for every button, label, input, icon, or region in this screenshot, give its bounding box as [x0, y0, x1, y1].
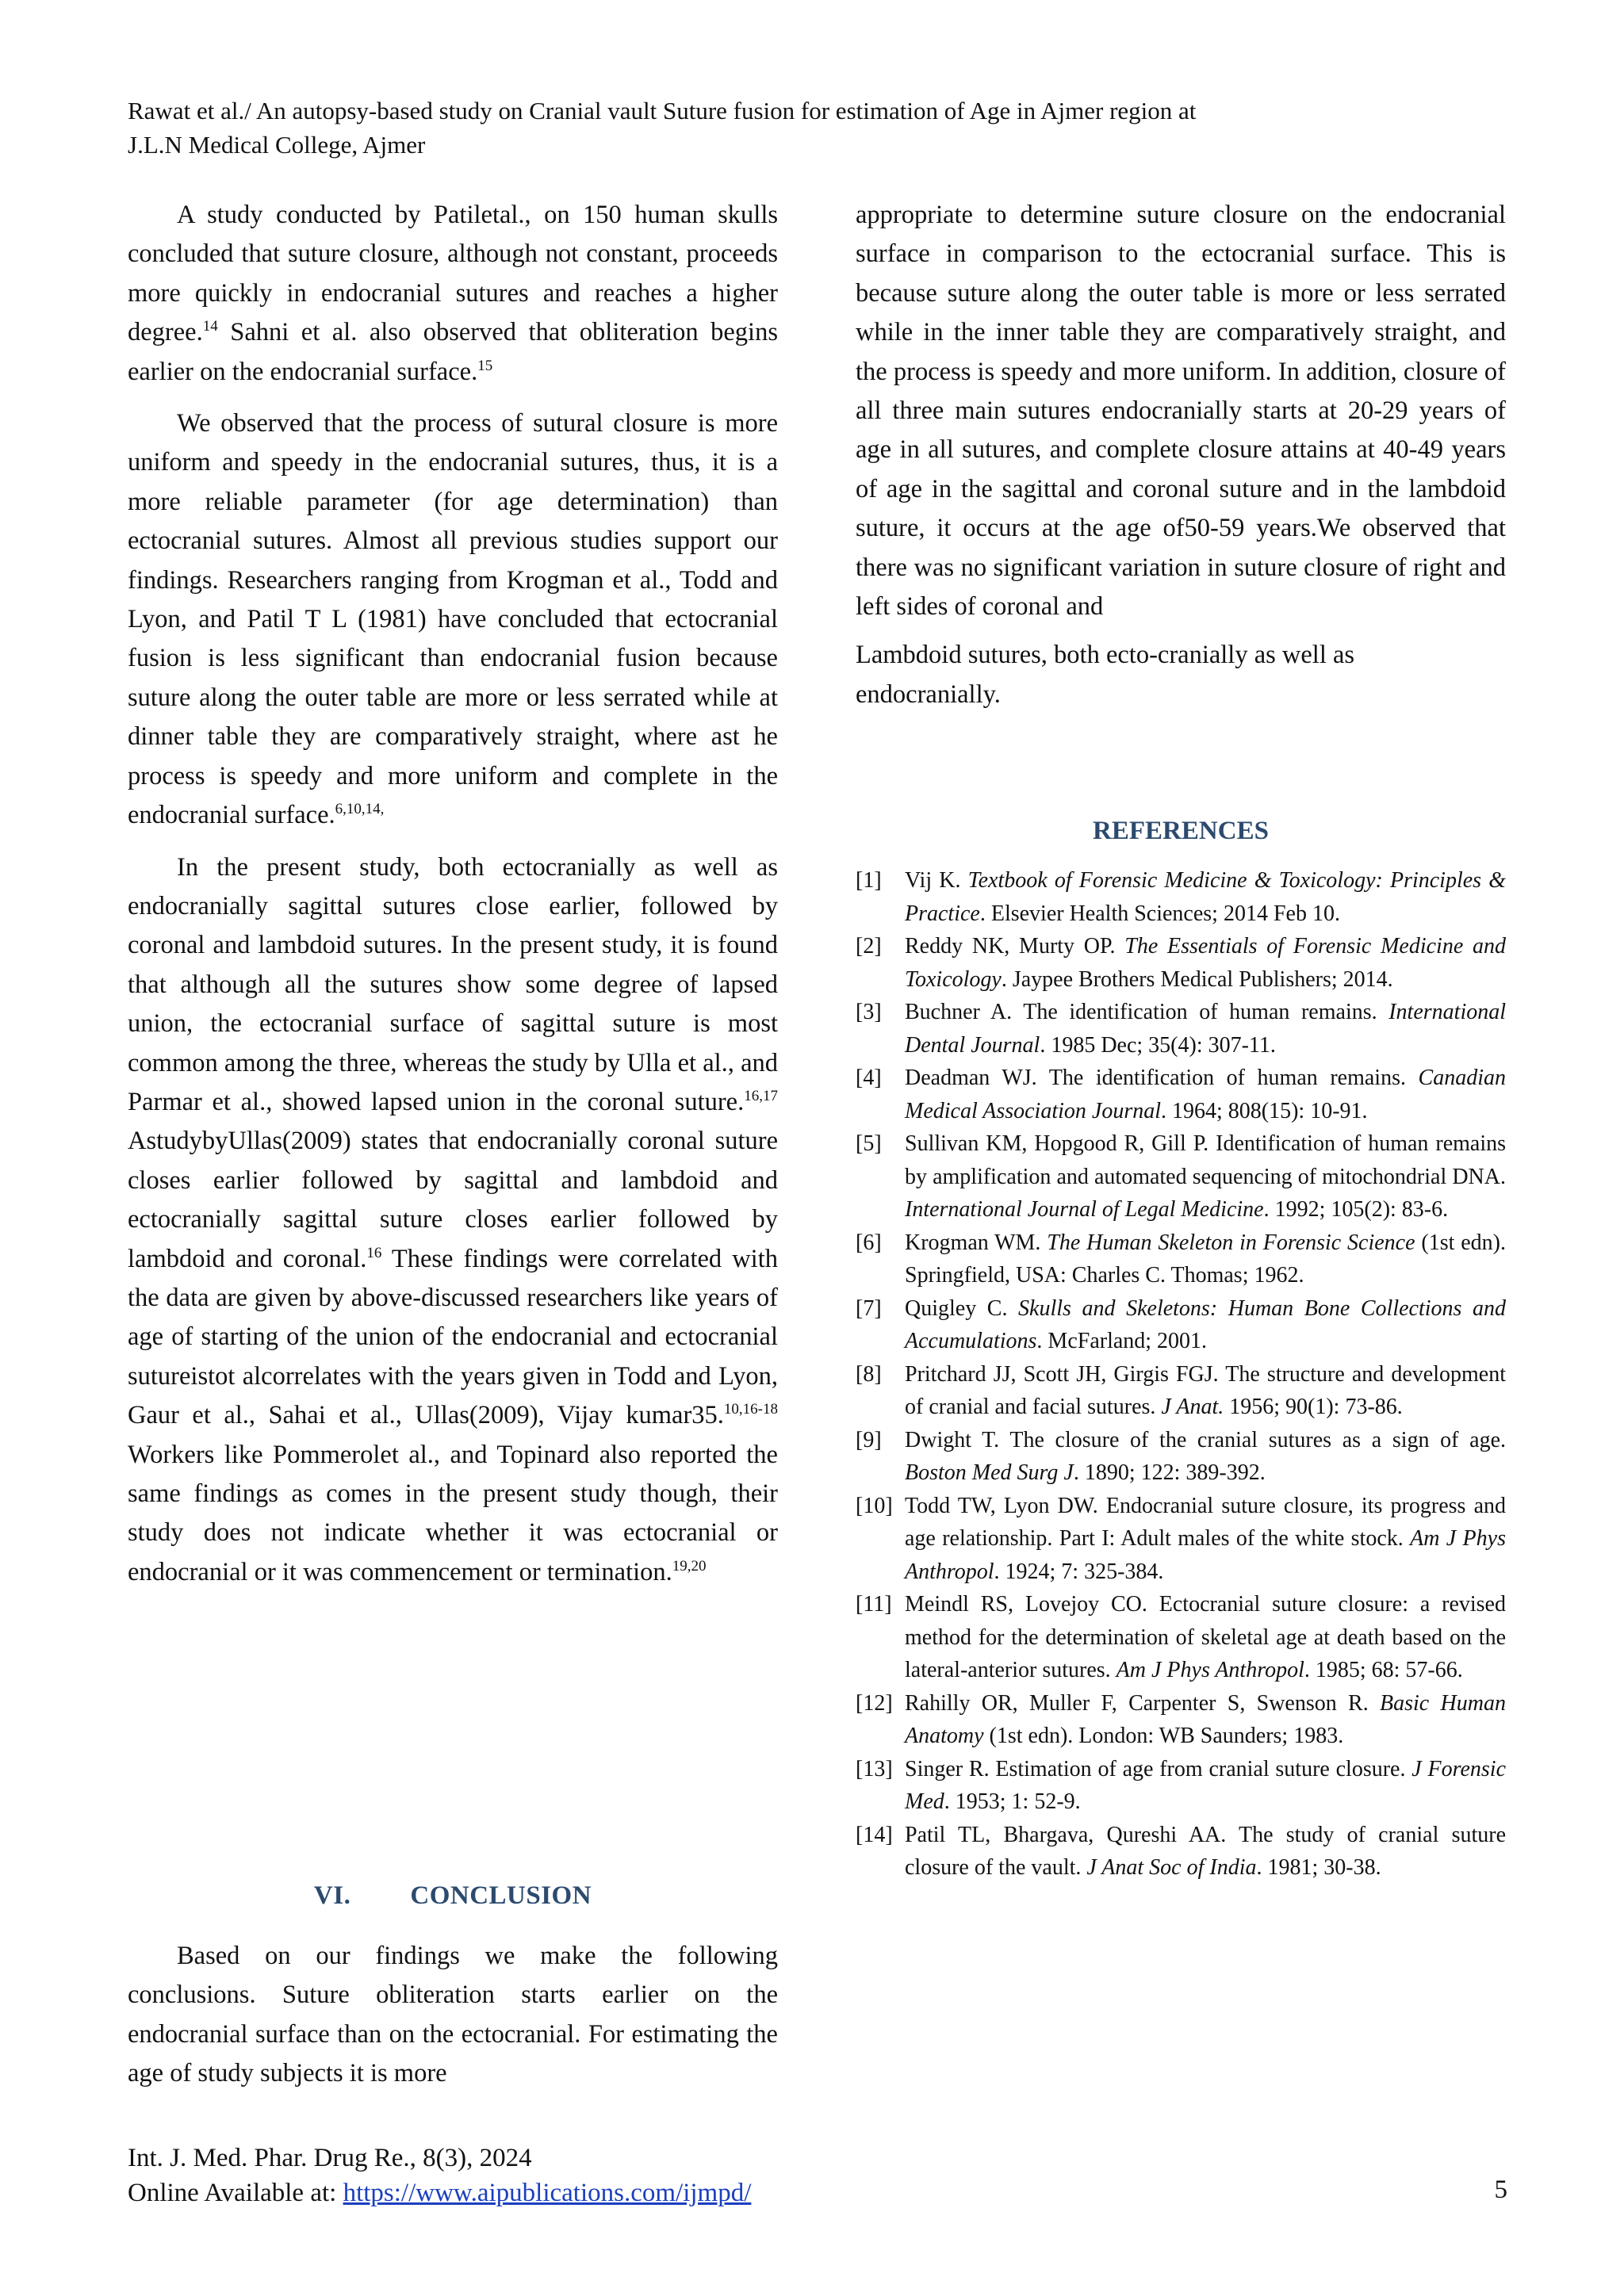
reference-item	[856, 1753, 1506, 1819]
reference-italic-title: Textbook of Forensic Medicine & Toxicology: Principles & Practice	[905, 868, 1506, 926]
reference-text: . 1890; 122: 389-392.	[1073, 1460, 1266, 1485]
paragraph-text: A study conducted by Patiletal., on 150 human skulls concluded that suture closure, although not constant, proceeds more quickly in endocranial sutures and reaches a higher degree.	[128, 201, 778, 347]
reference-italic-title: The Human Skeleton in Forensic Science	[1047, 1230, 1415, 1255]
reference-italic-title: The Essentials of Forensic Medicine and Toxicology	[905, 934, 1507, 992]
citation-superscript: 10,16-18	[723, 1401, 778, 1418]
reference-number: [9]	[856, 1427, 882, 1452]
reference-item	[856, 1490, 1506, 1589]
reference-text: . Elsevier Health Sciences; 2014 Feb 10.	[979, 901, 1340, 926]
reference-text: Vij K.	[905, 868, 968, 893]
reference-item	[856, 1127, 1506, 1226]
page-footer	[128, 2141, 1507, 2210]
running-header	[128, 94, 1507, 162]
reference-italic-title: Am J Phys Anthropol	[1116, 1658, 1304, 1682]
reference-text: . 1964; 808(15): 10-91.	[1161, 1098, 1368, 1123]
reference-item	[856, 1292, 1506, 1358]
reference-text: Dwight T. The closure of the cranial sutures as a sign of age.	[905, 1427, 1506, 1452]
reference-text: 1956; 90(1): 73-86.	[1224, 1395, 1403, 1419]
reference-item	[856, 1687, 1506, 1753]
reference-text: Patil TL, Bhargava, Qureshi AA. The study of cranial suture closure of the vault.	[905, 1822, 1506, 1880]
citation-superscript: 16,17	[744, 1088, 778, 1105]
reference-text: . 1924; 7: 325-384.	[994, 1559, 1164, 1584]
reference-italic-title: Basic Human Anatomy	[905, 1690, 1506, 1748]
reference-number: [8]	[856, 1361, 882, 1387]
right-column	[856, 196, 1506, 714]
reference-text: Sullivan KM, Hopgood R, Gill P. Identification of human remains by amplification and automated sequencing of mitochondrial DNA.	[905, 1131, 1506, 1189]
reference-text: . 1985; 68: 57-66.	[1304, 1658, 1463, 1682]
reference-italic-title: J Anat Soc of India	[1086, 1855, 1257, 1880]
reference-italic-title: International Journal of Legal Medicine	[905, 1197, 1264, 1222]
paragraph-text: These findings were correlated with the data are given by above-discussed researchers like years of age of starting of the union of the endocranial and ectocranial sutureistot alcorrelates with the years given in Todd and Lyon, Gaur et al., Sahai et al., Ullas(2009), Vijay kumar35.	[128, 1244, 778, 1430]
reference-item	[856, 864, 1506, 930]
reference-list	[856, 864, 1506, 1885]
paragraph-present-study	[128, 848, 778, 1593]
reference-item	[856, 1226, 1506, 1292]
page-number: 5	[1494, 2175, 1507, 2204]
reference-text: . 1953; 1: 52-9.	[944, 1789, 1081, 1814]
reference-text: Buchner A. The identification of human remains.	[905, 1000, 1389, 1024]
reference-italic-title: J Forensic Med	[905, 1756, 1506, 1814]
reference-number: [10]	[856, 1493, 893, 1518]
reference-text: Todd TW, Lyon DW. Endocranial suture closure, its progress and age relationship. Part I: Adult males of the white stock.	[905, 1493, 1506, 1551]
running-header-line-1: Rawat et al./ An autopsy-based study on Cranial vault Suture fusion for estimation of Age in Ajmer region at	[128, 97, 1197, 124]
left-column	[128, 196, 778, 1592]
reference-text: (1st edn). London: WB Saunders; 1983.	[983, 1724, 1344, 1748]
reference-text: Quigley C.	[905, 1295, 1019, 1321]
paragraph-text: In the present study, both ectocranially as well as endocranially sagittal sutures close earlier, followed by coronal and lambdoid sutures. In the present study, it is found that although all the sutures show some degree of lapsed union, the ectocranial surface of sagittal suture is most common among the three, whereas the study by Ulla et al., and Parmar et al., showed lapsed union in the coronal suture.	[128, 852, 778, 1116]
reference-number: [11]	[856, 1592, 892, 1617]
online-availability	[128, 2175, 1507, 2210]
paragraph-text: Sahni et al. also observed that obliteration begins earlier on the endocranial surface.	[128, 318, 778, 386]
citation-superscript: 6,10,14,	[335, 801, 385, 818]
paragraph-conclusion-continued: appropriate to determine suture closure on the endocranial surface in comparison to the ectocranial surface. This is because suture along the outer table is more or less serrated while in the inner table they are comparatively straight, and the process is speedy and more uniform. In addition, closure of all three main sutures endocranially starts at 20-29 years of age in all sutures, and complete closure attains at 40-49 years of age in the sagittal and coronal suture and in the lambdoid suture, it occurs at the age of50-59 years.We observed that there was no significant variation in suture closure of right and left sides of coronal and	[856, 201, 1506, 622]
reference-number: [1]	[856, 868, 882, 893]
reference-item	[856, 1424, 1506, 1490]
citation-superscript: 16	[366, 1244, 382, 1261]
conclusion-column	[128, 1937, 778, 2094]
reference-text: . 1992; 105(2): 83-6.	[1263, 1197, 1449, 1222]
reference-number: [4]	[856, 1066, 882, 1090]
references-heading: REFERENCES	[1093, 817, 1269, 845]
reference-item	[856, 1819, 1506, 1885]
journal-citation: Int. J. Med. Phar. Drug Re., 8(3), 2024	[128, 2144, 532, 2172]
paragraph-conclusion: Based on our findings we make the following conclusions. Suture obliteration starts earlier on the endocranial surface than on the ectocranial. For estimating the age of study subjects it is more	[128, 1942, 778, 2088]
reference-italic-title: Am J Phys Anthropol	[905, 1526, 1506, 1584]
reference-number: [3]	[856, 1000, 882, 1024]
citation-superscript: 19,20	[672, 1557, 707, 1575]
paragraph-lambdoid: Lambdoid sutures, both ecto-cranially as well as endocranially.	[856, 641, 1355, 709]
reference-item	[856, 930, 1506, 996]
reference-item	[856, 1062, 1506, 1127]
reference-italic-title: Skulls and Skeletons: Human Bone Collections and Accumulations	[905, 1295, 1506, 1353]
reference-item	[856, 996, 1506, 1062]
reference-italic-title: International Dental Journal	[905, 1000, 1506, 1058]
reference-item	[856, 1588, 1506, 1687]
reference-number: [2]	[856, 934, 882, 959]
paragraph-sutural-closure	[128, 404, 778, 835]
section-number: VI.	[313, 1881, 351, 1910]
reference-number: [12]	[856, 1690, 893, 1716]
journal-url-link[interactable]: https://www.aipublications.com/ijmpd/	[343, 2179, 752, 2207]
reference-text: . 1985 Dec; 35(4): 307-11.	[1040, 1032, 1276, 1058]
reference-number: [6]	[856, 1230, 882, 1255]
online-label: Online Available at:	[128, 2179, 343, 2207]
reference-text: Pritchard JJ, Scott JH, Girgis FGJ. The structure and development of cranial and facial sutures.	[905, 1361, 1506, 1419]
reference-italic-title: Canadian Medical Association Journal	[905, 1066, 1506, 1123]
reference-text: . Jaypee Brothers Medical Publishers; 2014.	[1001, 966, 1393, 992]
paragraph-text: Workers like Pommerolet al., and Topinard also reported the same findings as comes in the present study though, their study does not indicate whether it was ectocranial or endocranial or it was commencement or termination.	[128, 1440, 778, 1586]
reference-number: [13]	[856, 1756, 893, 1781]
section-title: CONCLUSION	[410, 1881, 592, 1910]
paragraph-text: AstudybyUllas(2009) states that endocranially coronal suture closes earlier followed by sagittal and lambdoid and ectocranially sagittal suture closes earlier followed by lambdoid and coronal.	[128, 1127, 778, 1273]
reference-text: Rahilly OR, Muller F, Carpenter S, Swenson R.	[905, 1690, 1381, 1716]
reference-italic-title: J Anat.	[1161, 1395, 1224, 1419]
paragraph-patil-study	[128, 196, 778, 392]
reference-text: Krogman WM.	[905, 1230, 1048, 1255]
reference-text: . McFarland; 2001.	[1036, 1329, 1208, 1353]
citation-superscript: 14	[202, 318, 218, 335]
reference-number: [14]	[856, 1822, 893, 1847]
running-header-line-2: J.L.N Medical College, Ajmer	[128, 131, 426, 159]
reference-text: . 1981; 30-38.	[1256, 1855, 1381, 1880]
reference-text: Meindl RS, Lovejoy CO. Ectocranial suture closure: a revised method for the determination of skeletal age at death based on the lateral-anterior sutures.	[905, 1592, 1506, 1682]
reference-text: Singer R. Estimation of age from cranial suture closure.	[905, 1756, 1412, 1781]
citation-superscript: 15	[477, 357, 493, 374]
reference-number: [7]	[856, 1295, 882, 1321]
reference-text: (1st edn). Springfield, USA: Charles C. Thomas; 1962.	[905, 1230, 1506, 1288]
section-heading-conclusion	[128, 1881, 778, 1911]
reference-text: Reddy NK, Murty OP.	[905, 934, 1125, 959]
reference-item	[856, 1358, 1506, 1424]
reference-italic-title: Boston Med Surg J	[905, 1460, 1074, 1485]
reference-number: [5]	[856, 1131, 882, 1156]
paragraph-text: We observed that the process of sutural closure is more uniform and speedy in the endocranial sutures, thus, it is a more reliable parameter (for age determination) than ectocranial sutures. Almost all previous studies support our findings. Researchers ranging from Krogman et al., Todd and Lyon, and Patil T L (1981) have concluded that ectocranial fusion is less significant than endocranial fusion because suture along the outer table are more or less serrated while at dinner table they are comparatively straight, where ast he process is speedy and more uniform and complete in the endocranial surface.	[128, 409, 778, 830]
reference-text: Deadman WJ. The identification of human remains.	[905, 1066, 1419, 1090]
